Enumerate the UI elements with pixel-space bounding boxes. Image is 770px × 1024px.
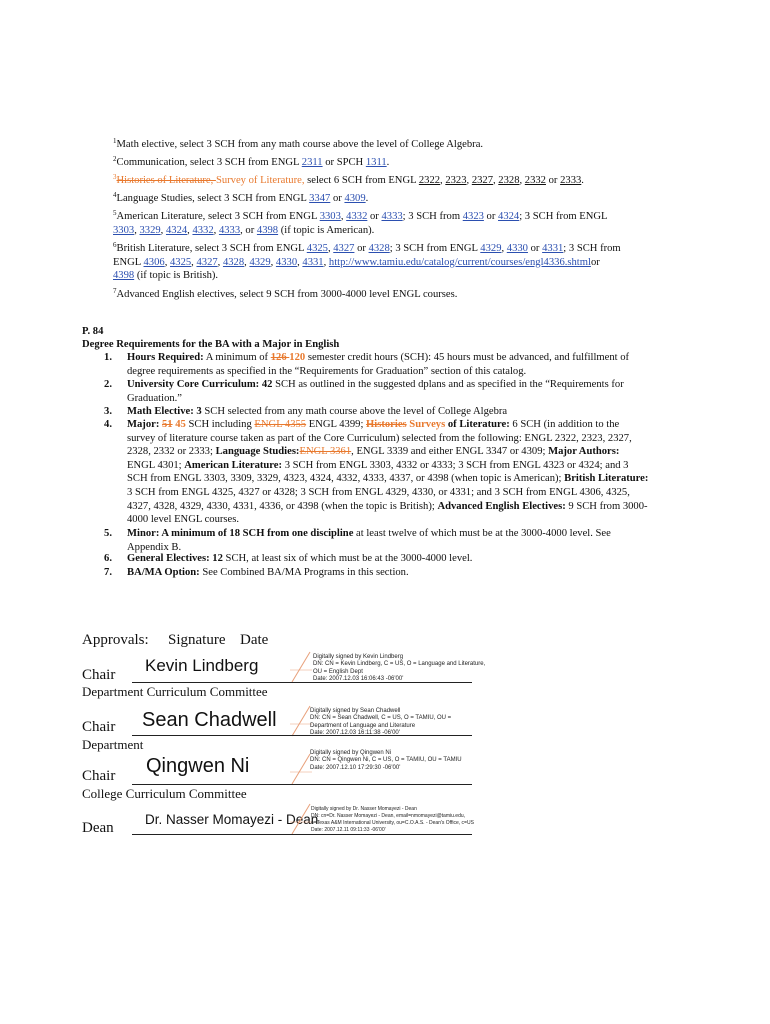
list-number: 3.: [104, 406, 112, 417]
requirement-4: [82, 418, 690, 527]
course-link[interactable]: 4329: [480, 243, 502, 254]
section-title: Degree Requirements for the BA with a Major in English: [82, 339, 340, 350]
requirement-label: Advanced English Electives:: [437, 500, 566, 512]
deleted-text: Histories of Literature,: [116, 175, 216, 186]
requirement-label: of Literature:: [445, 419, 510, 430]
date-heading: Date: [240, 632, 269, 648]
digital-signature-line: DN: CN = Sean Chadwell, C = US, O = TAMIU, OU =: [310, 715, 452, 722]
requirement-text: SCH from ENGL 3303, 3309, 3329, 4323, 4324, 4332, 4333, 4337, or 4398 (when topic is American);: [127, 473, 565, 485]
signer-name: Kevin Lindberg: [145, 656, 259, 675]
signature-line: [132, 784, 472, 785]
catalog-url-link[interactable]: http://www.tamiu.edu/catalog/current/courses/engl4336.shtml: [328, 256, 591, 268]
page-reference: P. 84: [82, 326, 104, 337]
requirement-label: Math Elective: 3: [127, 406, 202, 417]
requirement-text: survey of literature course taken as part of the Core Curriculum) selected from the following: ENGL 2322, 2323, 2327,: [127, 432, 632, 444]
course-number: 2328: [498, 175, 520, 186]
separator: ; 3 SCH from: [402, 211, 463, 222]
list-number: 1.: [104, 352, 112, 363]
requirement-label: Language Studies:: [215, 446, 300, 458]
footnote-text: Math elective, select 3 SCH from any math course above the level of College Algebra.: [116, 139, 484, 150]
requirement-label: American Literature:: [184, 459, 283, 471]
separator: .: [581, 175, 584, 186]
separator: ; 3 SCH from ENGL: [519, 211, 608, 222]
inserted-text: Surveys: [406, 419, 446, 430]
course-link[interactable]: 3329: [139, 224, 161, 236]
footnote-4: [113, 192, 653, 206]
separator: ; 3 SCH from ENGL: [389, 243, 481, 254]
requirement-text: See Combined BA/MA Programs in this section.: [199, 567, 409, 578]
footnote-7: [113, 288, 653, 302]
digital-signature-line: Digitally signed by Qingwen Ni: [310, 750, 392, 756]
course-link[interactable]: 4328: [222, 256, 245, 268]
course-link[interactable]: 3303: [319, 211, 341, 222]
inserted-text: Survey of Literature,: [215, 175, 305, 186]
requirement-text: , ENGL 3339 and either ENGL 3347 or 4309;: [351, 446, 549, 458]
course-number: 2332: [524, 175, 546, 186]
digital-signature-line: Digitally signed by Kevin Lindberg: [313, 654, 404, 660]
role-label: Chair: [82, 719, 116, 735]
digital-signature-line: DN: CN = Qingwen Ni, C = US, O = TAMIU, OU = TAMIU: [310, 757, 462, 764]
course-link[interactable]: 4398: [256, 224, 279, 236]
list-number: 5.: [104, 528, 112, 539]
requirement-label: British Literature:: [564, 473, 649, 485]
requirement-label: Major:: [127, 419, 162, 430]
course-link[interactable]: 3303: [113, 224, 135, 236]
requirement-text: SCH as outlined in the suggested dplans and as specified in the “Requirements for: [272, 379, 624, 390]
course-link[interactable]: 4330: [506, 243, 528, 254]
requirement-text: SCH, at least six of which must be at the 3000-4000 level.: [222, 553, 473, 564]
requirement-text: 3 SCH from ENGL 3303, 4332 or 4333; 3 SCH from ENGL 4323 or 4324; and 3: [282, 459, 629, 471]
footnote-number: 6: [113, 241, 117, 249]
footnote-number: 5: [113, 209, 117, 217]
signature-line: [132, 735, 472, 736]
deleted-text: 126: [270, 352, 290, 363]
requirement-text: Appendix B.: [127, 541, 182, 553]
course-link[interactable]: 3347: [309, 193, 331, 204]
separator: ,: [519, 175, 525, 186]
deleted-text: 51: [162, 419, 173, 430]
footnote-5: $^5$American Literature, select 3 SCH from ENGL 3303, 4332 or 4333; 3 SCH from 4323 or 4324; 3 SCH from ENGL 3303, 3329, 4324, 4332, 4333, or 4398 (if topic is American).: [113, 209, 608, 236]
footnote-1: [113, 138, 653, 152]
digital-signature-block: [310, 750, 462, 772]
signature-line: [132, 682, 472, 683]
course-link[interactable]: 4324: [498, 211, 520, 222]
course-number: 2333: [560, 175, 582, 186]
requirement-text: SCH selected from any math course above the level of College Algebra: [201, 406, 508, 417]
requirement-text: 3 SCH from ENGL 4325, 4327 or 4328; 3 SCH from ENGL 4329, 4330, or 4331; and 3 SCH from ENGL 4306, 4325,: [127, 486, 630, 498]
separator: or: [545, 175, 561, 186]
course-link[interactable]: 4327: [333, 243, 355, 254]
footnote-number: 2: [113, 155, 117, 163]
course-number: 2323: [445, 175, 467, 186]
course-link[interactable]: 4324: [165, 224, 188, 236]
separator: ; 3 SCH from: [563, 243, 621, 254]
digital-signature-line: OU = English Dept: [313, 668, 363, 675]
deleted-text: Histories: [366, 419, 407, 430]
digital-signature-line: Digitally signed by Dr. Nasser Momayezi - Dean: [311, 806, 417, 812]
course-link[interactable]: 4332: [192, 224, 214, 236]
footnote-text: (if topic is British).: [134, 270, 219, 282]
footnote-number: 1: [113, 137, 117, 145]
digital-signature-line: Date: 2007.12.10 17:29:30 -06'00': [310, 764, 401, 771]
footnote-text: Advanced English electives, select 9 SCH from 3000-4000 level ENGL courses.: [116, 289, 458, 300]
footnote-text: Communication, select 3 SCH from ENGL: [116, 157, 302, 168]
signer-name: Sean Chadwell: [142, 709, 277, 731]
signer-name: Qingwen Ni: [146, 755, 250, 777]
digital-signature-mark: [288, 650, 314, 684]
separator: or: [590, 256, 600, 268]
course-link[interactable]: 2311: [301, 157, 323, 168]
course-link[interactable]: 4330: [275, 256, 298, 268]
footnote-text: .: [386, 157, 390, 168]
list-number: 4.: [104, 419, 112, 430]
requirement-text: SCH including: [185, 419, 255, 430]
digital-signature-line: Digitally signed by Sean Chadwell: [310, 708, 401, 714]
separator: ,: [493, 175, 499, 186]
course-link[interactable]: 4325: [306, 243, 328, 254]
digital-signature-block: [310, 708, 451, 738]
separator: ,: [466, 175, 472, 186]
footnote-3: [113, 174, 653, 188]
course-link[interactable]: 4332: [346, 211, 368, 222]
requirement-label: University Core Curriculum: 42: [127, 379, 273, 390]
requirement-text: ENGL 4301;: [127, 459, 185, 471]
course-link[interactable]: 4323: [462, 211, 484, 222]
requirement-text: 6 SCH (in addition to the: [509, 419, 620, 430]
footnote-2: [113, 156, 653, 170]
course-link[interactable]: 4306: [143, 256, 165, 268]
footnote-6: $^6$British Literature, select 3 SCH from ENGL 4325, 4327 or 4328; 3 SCH from ENGL 4329, 4330 or 4331; 3 SCH from ENGL 4306, 4325, 4327, 4328, 4329, 4330, 4331, http://www.tamiu.edu/catalog/current/courses/engl4336.shtmlor 4398 (if topic is British).: [113, 241, 621, 282]
course-number: 2322: [418, 175, 441, 186]
footnote-text: Language Studies, select 3 SCH from ENGL: [116, 193, 310, 204]
requirement-7: [82, 566, 690, 580]
course-link[interactable]: 4309: [344, 193, 366, 204]
digital-signature-line: Date: 2007.12.03 16:11:38 -06'00': [310, 730, 400, 737]
footnote-number: 3: [113, 173, 117, 181]
footnote-text: (if topic is American).: [278, 224, 375, 236]
digital-signature-line: o=Texas A&M International University, ou=C.O.A.S. - Dean's Office, c=US: [311, 820, 474, 826]
role-label: Chair: [82, 667, 116, 683]
requirement-3: [82, 405, 690, 419]
course-link[interactable]: 1311: [365, 157, 387, 168]
committee-label: College Curriculum Committee: [82, 786, 247, 801]
requirement-label: Hours Required:: [127, 352, 204, 363]
requirement-text: semester credit hours (SCH): 45 hours must be advanced, and fulfillment of: [305, 352, 630, 363]
course-link[interactable]: 4327: [196, 256, 218, 268]
footnote-text: select 6 SCH from ENGL: [304, 175, 419, 186]
list-number: 7.: [104, 567, 112, 578]
list-number: 6.: [104, 553, 112, 564]
footnote-text: or SPCH: [322, 157, 366, 168]
requirement-label: Major Authors:: [548, 446, 620, 458]
signer-name: Dr. Nasser Momayezi - Dean: [145, 812, 319, 827]
digital-signature-block: [313, 654, 485, 684]
course-link[interactable]: 4333: [381, 211, 403, 222]
signature-line: [132, 834, 472, 835]
committee-label: Department Curriculum Committee: [82, 684, 268, 699]
requirement-text: 2328, 2332 or 2333;: [127, 446, 216, 458]
course-link[interactable]: 4325: [169, 256, 192, 268]
separator: ,: [440, 175, 446, 186]
course-link[interactable]: 4329: [249, 256, 271, 268]
footnote-number: 7: [113, 287, 117, 295]
requirement-text: Graduation.”: [127, 392, 183, 404]
course-link[interactable]: 4331: [302, 256, 324, 268]
signature-heading: Signature: [168, 632, 226, 648]
footnote-number: 4: [113, 191, 117, 199]
requirement-text: 4000 level ENGL courses.: [127, 514, 239, 526]
digital-signature-block: [311, 806, 474, 834]
footnote-text: ENGL: [113, 256, 144, 268]
requirement-5: [82, 527, 690, 554]
deleted-text: ENGL 4355: [254, 419, 307, 430]
digital-signature-line: Date: 2007.12.03 16:06:43 -06'00': [313, 676, 404, 683]
approvals-heading: Approvals:: [82, 632, 149, 648]
deleted-text: ENGL 3361: [299, 446, 352, 458]
inserted-text: 120: [289, 352, 306, 363]
committee-label: Department: [82, 737, 144, 752]
course-link[interactable]: 4333: [218, 224, 241, 236]
role-label: Dean: [82, 820, 114, 836]
role-label: Chair: [82, 768, 116, 784]
requirement-1: [82, 351, 690, 378]
list-number: 2.: [104, 379, 112, 390]
requirement-text: 4327, 4328, 4329, 4330, 4331, 4336, or 4398 (when the topic is British);: [127, 500, 438, 512]
requirement-6: [82, 552, 690, 566]
digital-signature-line: Date: 2007.12.11 09:11:33 -06'00': [311, 827, 386, 833]
requirement-2: [82, 378, 690, 405]
footnote-text: American Literature, select 3 SCH from ENGL: [116, 211, 320, 222]
course-link[interactable]: 4398: [113, 270, 135, 282]
course-link[interactable]: 4331: [542, 243, 564, 254]
inserted-text: 45: [172, 419, 186, 430]
requirement-label: Minor: A minimum of 18 SCH from one discipline: [127, 528, 354, 539]
digital-signature-line: DN: CN = Kevin Lindberg, C = US, O = Language and Literature,: [313, 661, 486, 668]
requirement-text: A minimum of: [203, 352, 271, 363]
requirement-label: General Electives: 12: [127, 553, 223, 564]
separator: .: [365, 193, 369, 204]
footnote-text: British Literature, select 3 SCH from ENGL: [116, 243, 307, 254]
course-link[interactable]: 4328: [368, 243, 390, 254]
digital-signature-line: DN: cn=Dr. Nasser Momayezi - Dean, email=nmomayezi@tamiu.edu,: [311, 813, 466, 819]
requirement-text: degree requirements as specified in the “Requirements for Graduation” section of this catalog.: [127, 365, 527, 377]
digital-signature-line: Department of Language and Literature: [310, 722, 416, 729]
separator: or: [330, 193, 345, 204]
requirement-text: ENGL 4399;: [306, 419, 367, 430]
requirement-text: at least twelve of which must be at the 3000-4000 level. See: [353, 528, 611, 539]
requirement-text: 9 SCH from 3000-: [565, 500, 648, 512]
requirement-label: BA/MA Option:: [127, 567, 200, 578]
course-number: 2327: [471, 175, 493, 186]
